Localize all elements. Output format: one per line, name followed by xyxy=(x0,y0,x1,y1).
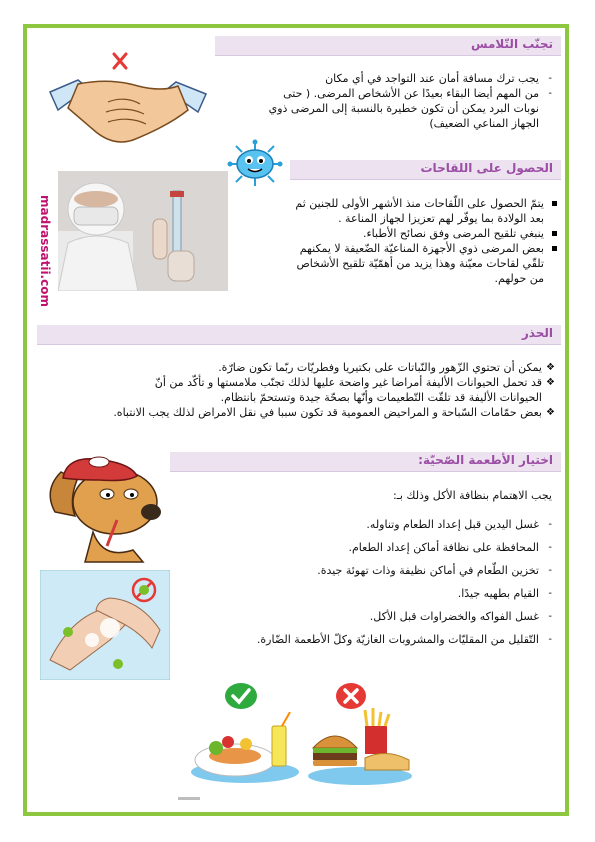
healthy-food-illustration xyxy=(190,712,300,784)
list-item: - التّقليل من المقليّات والمشروبات الغازيّة وكلّ الأطعمة الضّارة. xyxy=(256,633,552,646)
list-item: ❖ قد تحمل الحيوانات الأليفة أمراضا غير واضحة عليها لذلك تجنّب ملامستها و تأكّد من أنّ الحيوانات الأليفة قد تلقّت التّطعيمات وأنّها بصحّة جيدة وتستحمّ بانتظام. xyxy=(154,376,555,404)
green-check-icon xyxy=(224,682,258,710)
sick-dog-illustration xyxy=(33,450,168,565)
section3-list xyxy=(40,360,555,420)
section-title-vaccines: الحصول على اللقاحات xyxy=(420,161,553,175)
list-item: - تخزين الطّعام في أماكن نظيفة وذات تهوئة جيدة. xyxy=(317,564,552,577)
red-x-icon xyxy=(335,682,367,710)
section-title-avoid-contact: تجنّب التّلامس xyxy=(471,37,553,51)
section-heading-bar xyxy=(170,452,561,472)
handwashing-illustration xyxy=(40,570,170,680)
list-item: - يجب ترك مسافة أمان عند التواجد في أي مكان xyxy=(325,72,552,85)
section-heading-bar xyxy=(290,160,561,180)
section1-list xyxy=(242,71,552,131)
list-item: ينبغي تلقيح المرضى وفق نصائح الأطباء. xyxy=(235,226,557,241)
list-item: - من المهم أيضا البقاء بعيدًا عن الأشخاص المرضى. ( حتى نوبات البرد يمكن أن تكون خطيرة بالنسبة إلى المرضى ذوي الجهاز المناعي الضعيف) xyxy=(268,87,552,130)
list-item: بعض المرضى ذوي الأجهزة المناعيّة الضّعيفة لا يمكنهم تلقّي لقاحات معيّنة وهذا يزيد من أهمّيّة تلقيح الأشخاص من حولهم. xyxy=(235,241,557,286)
germ-illustration xyxy=(222,138,288,190)
list-item: يتمّ الحصول على اللّقاحات منذ الأشهر الأولى للجنين ثم بعد الولادة بما يوفّر لهم تعزيزا لجهاز المناعة . xyxy=(235,196,557,226)
section-title-caution: الحذر xyxy=(521,326,553,340)
section2-list xyxy=(235,196,557,286)
section4-intro: يجب الاهتمام بنظافة الأكل وذلك بـ: xyxy=(392,489,552,502)
vaccine-photo xyxy=(58,171,228,291)
list-item: - المحافظة على نظافة أماكن إعداد الطعام. xyxy=(348,541,552,554)
section4-list xyxy=(192,513,552,651)
watermark-text: madrassatii.com xyxy=(38,195,52,307)
handshake-illustration xyxy=(48,50,208,155)
list-item: ❖ بعض حمّامات السّباحة و المراحيض العمومية قد تكون سببا في نقل الامراض لذلك يجب الانتباه. xyxy=(113,406,555,419)
list-item: - القيام بطهيه جيدًا. xyxy=(457,587,552,600)
page-footer-mark xyxy=(178,797,200,800)
list-item: - غسل الفواكه والخضراوات قبل الأكل. xyxy=(369,610,552,623)
section-heading-bar xyxy=(37,325,561,345)
list-item: ❖ يمكن أن تحتوي الزّهور والنّباتات على بكتيريا وفطريّات ربّما تكون ضارّة. xyxy=(218,361,555,374)
junk-food-illustration xyxy=(305,708,415,786)
section-title-healthy-food: اختيار الأطعمة الصّحيّة: xyxy=(418,453,553,467)
red-x-icon xyxy=(112,52,128,70)
section-heading-bar xyxy=(215,36,561,56)
list-item: - غسل اليدين قبل إعداد الطعام وتناوله. xyxy=(366,518,552,531)
